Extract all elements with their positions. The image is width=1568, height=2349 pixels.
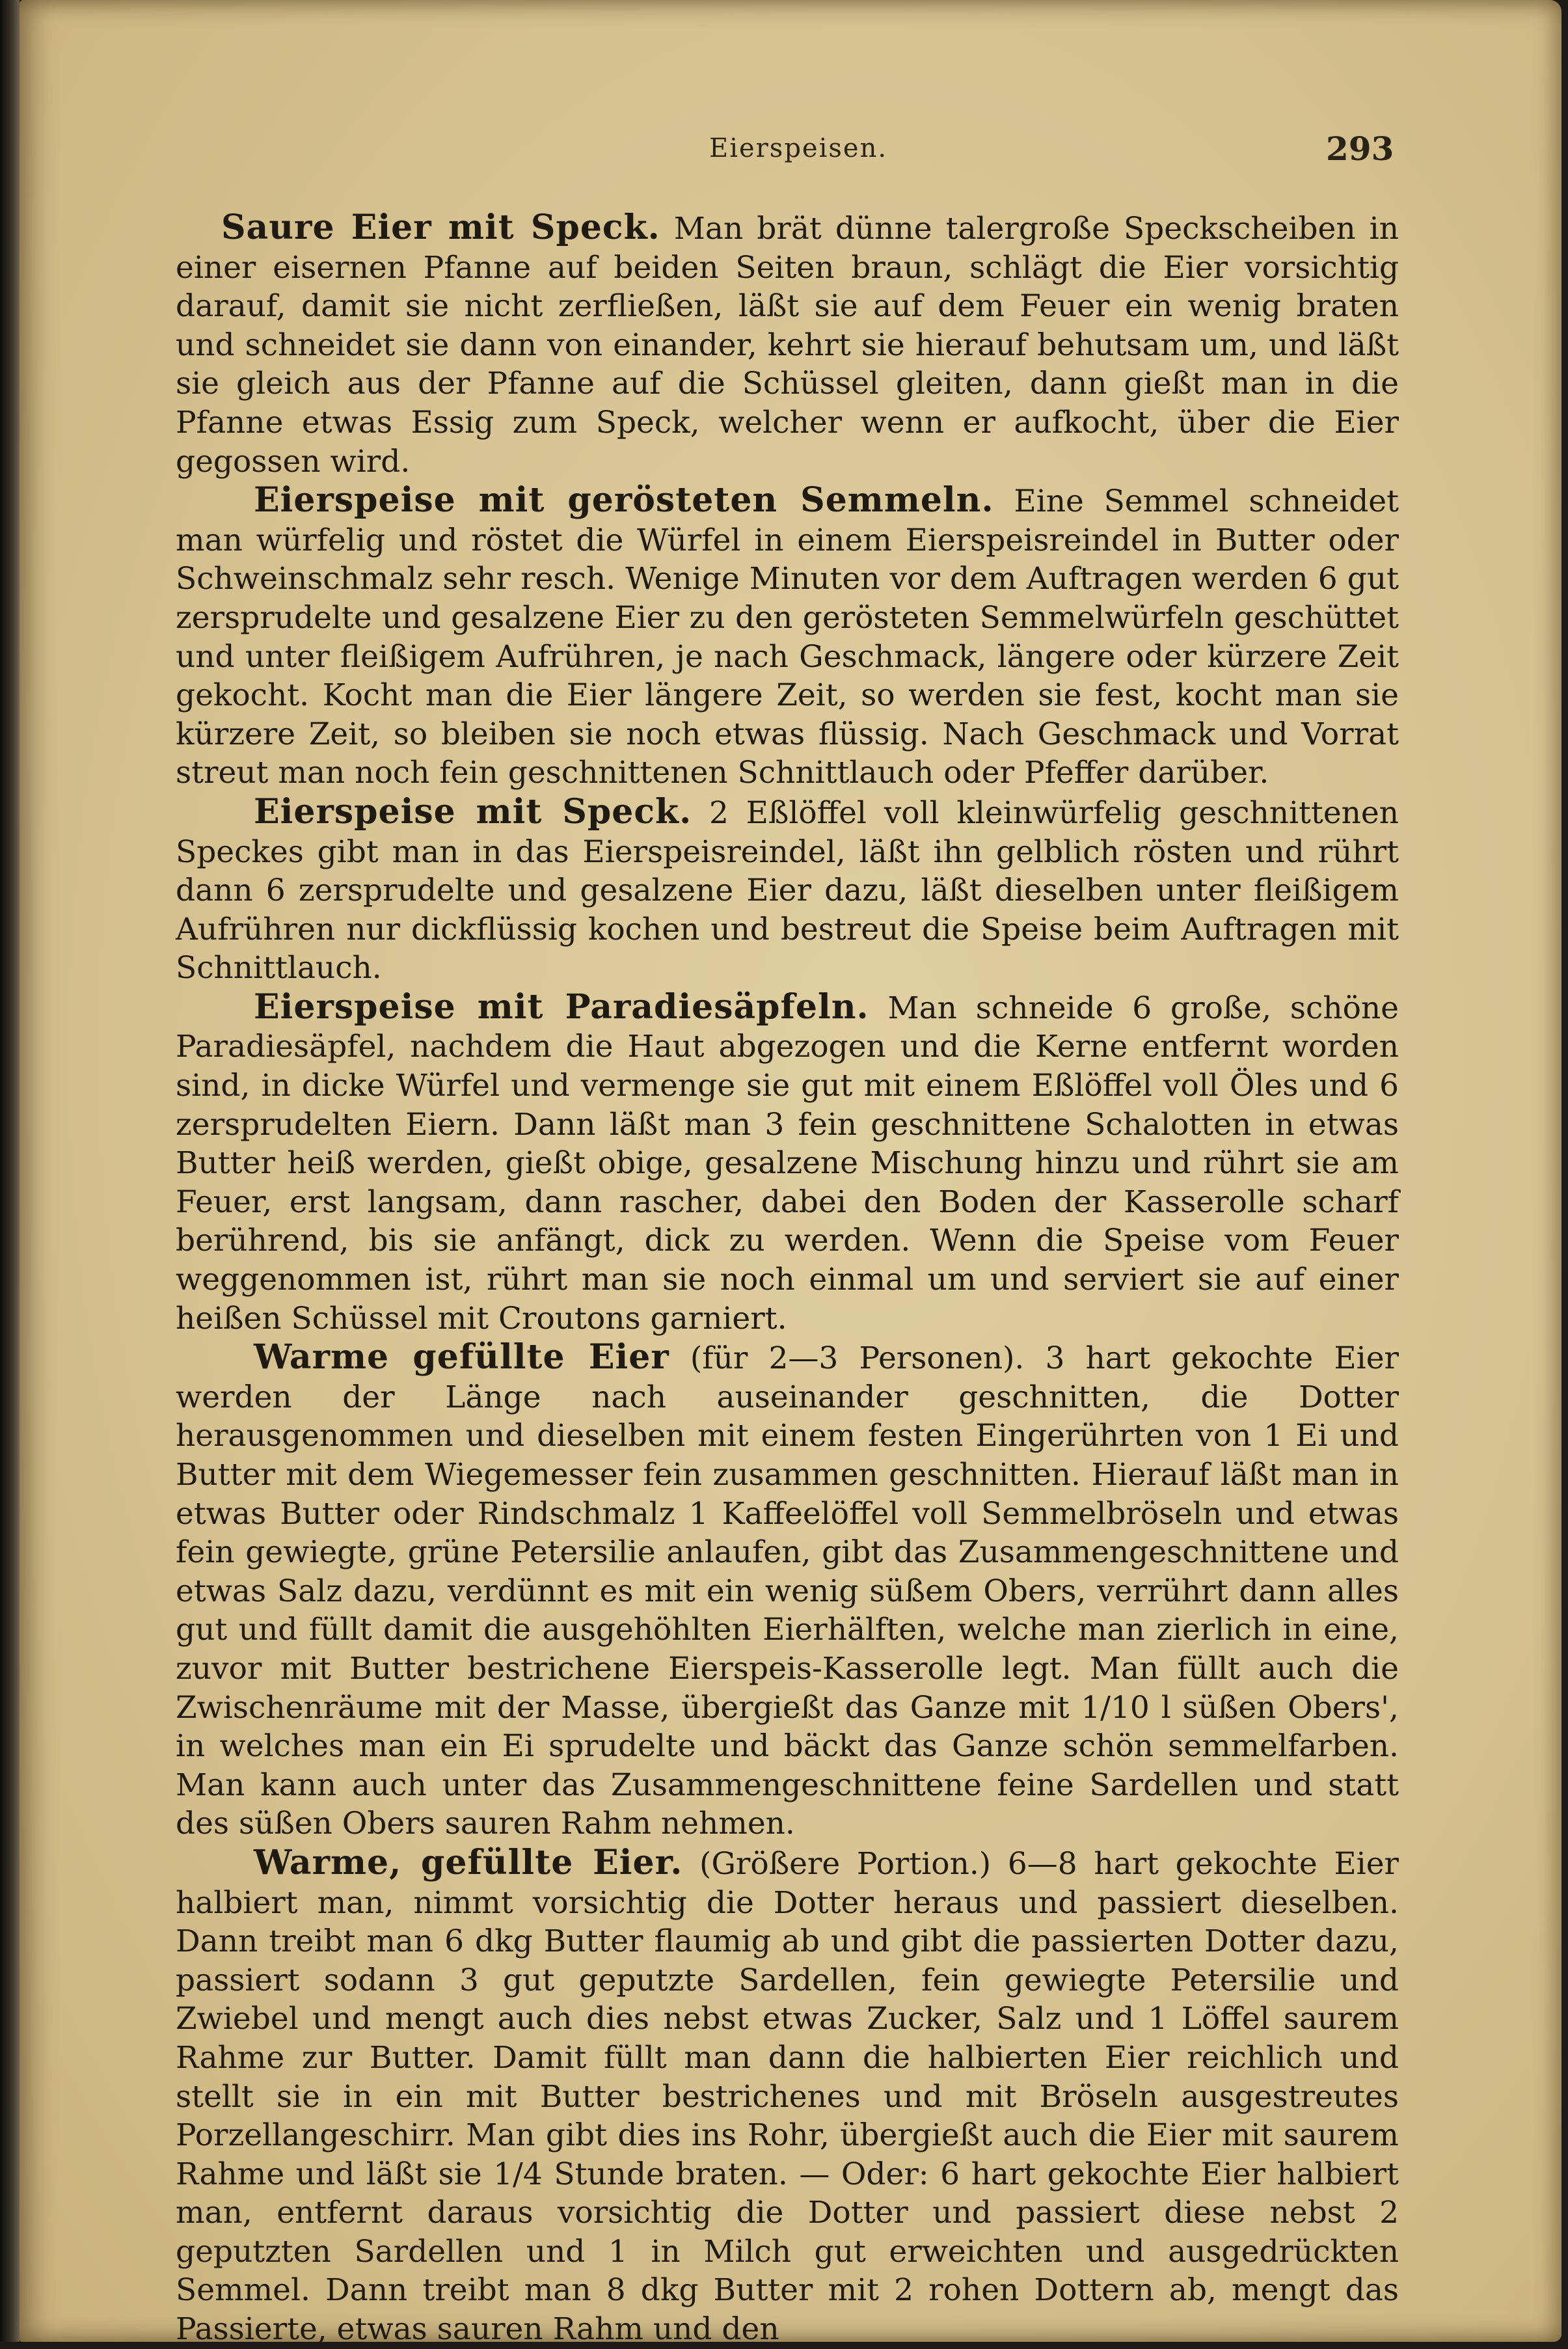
recipe-title: Eierspeise mit gerösteten Semmeln.	[254, 480, 994, 521]
book-spine	[0, 0, 20, 2342]
recipe-title: Eierspeise mit Paradiesäpfeln.	[254, 986, 869, 1027]
recipe-text: (für 2—3 Personen). 3 hart gekochte Eier werden der Länge nach auseinander geschnitten, die Dotter herausgenommen und dieselben mit einem festen Eingerührten von 1 Ei und Butter mit dem Wiegemesser fein zusammen geschnitten. Hierauf läßt man in etwas Butter oder Rindschmalz 1 Kaffeelöffel voll Semmelbröseln und etwas fein gewiegte, grüne Petersilie anlaufen, gibt das Zusammengeschnittene und etwas Salz dazu, verdünnt es mit ein wenig süßem Obers, verrührt dann alles gut und füllt damit die ausgehöhlten Eierhälften, welche man zierlich in eine, zuvor mit Butter bestrichene Eierspeis-Kasserolle legt. Man füllt auch die Zwischenräume mit der Masse, übergießt das Ganze mit 1/10 l süßen Obers', in welches man ein Ei sprudelte und bäckt das Ganze schön semmelfarben. Man kann auch unter das Zusammengeschnittene feine Sardellen und statt des süßen Obers sauren Rahm nehmen.	[176, 1340, 1399, 1842]
page-header	[20, 129, 1561, 179]
recipe-text: Man brät dünne talergroße Speckscheiben in einer eisernen Pfanne auf beiden Seiten braun, schlägt die Eier vorsichtig darauf, damit sie nicht zerfließen, läßt sie auf dem Feuer ein wenig braten und schneidet sie dann von einander, kehrt sie hierauf behutsam um, und läßt sie gleich aus der Pfanne auf die Schüssel gleiten, dann gießt man in die Pfanne etwas Essig zum Speck, welcher wenn er aufkocht, über die Eier gegossen wird.	[176, 211, 1399, 480]
recipe-title: Saure Eier mit Speck.	[221, 208, 660, 247]
page-body	[176, 208, 1399, 2349]
recipe-warme-gefuellte-eier-gross	[176, 1843, 1399, 2349]
book-page	[20, 0, 1561, 2348]
recipe-geroestete-semmeln	[176, 481, 1399, 793]
recipe-text: Man schneide 6 große, schöne Paradiesäpfel, nachdem die Haut abgezogen und die Kerne entfernt worden sind, in dicke Würfel und vermenge sie gut mit einem Eßlöffel voll Öles und 6 zersprudelten Eiern. Dann läßt man 3 fein geschnittene Schalotten in etwas Butter heiß werden, gießt obige, gesalzene Mischung hinzu und rührt sie am Feuer, erst langsam, dann rascher, dabei den Boden der Kasserolle scharf berührend, bis sie anfängt, dick zu werden. Wenn die Speise vom Feuer weggenommen ist, rührt man sie noch einmal um und serviert sie auf einer heißen Schüssel mit Croutons garniert.	[176, 990, 1399, 1337]
recipe-text: (Größere Portion.) 6—8 hart gekochte Eier halbiert man, nimmt vorsichtig die Dotter heraus und passiert dieselben. Dann treibt man 6 dkg Butter flaumig ab und gibt die passierten Dotter dazu, passiert sodann 3 gut geputzte Sardellen, fein gewiegte Petersilie und Zwiebel und mengt auch dies nebst etwas Zucker, Salz und 1 Löffel saurem Rahme zur Butter. Damit füllt man dann die halbierten Eier reichlich und stellt sie in ein mit Butter bestrichenes und mit Bröseln ausgestreutes Porzellangeschirr. Man gibt dies ins Rohr, übergießt auch die Eier mit saurem Rahme und läßt sie 1/4 Stunde braten. — Oder: 6 hart gekochte Eier halbiert man, entfernt daraus vorsichtig die Dotter und passiert diese nebst 2 geputzten Sardellen und 1 in Milch gut erweichten und ausgedrückten Semmel. Dann treibt man 8 dkg Butter mit 2 rohen Dottern ab, mengt das Passierte, etwas sauren Rahm und den	[176, 1845, 1399, 2348]
recipe-warme-gefuellte-eier	[176, 1338, 1399, 1843]
recipe-paradiesaepfel	[176, 988, 1399, 1338]
recipe-saure-eier	[176, 208, 1399, 481]
running-title: Eierspeisen.	[709, 133, 888, 163]
recipe-title: Warme, gefüllte Eier.	[254, 1842, 683, 1882]
recipe-text: Eine Semmel schneidet man würfelig und röstet die Würfel in einem Eierspeisreindel in Butter oder Schweinschmalz sehr resch. Wenige Minuten vor dem Auftragen werden 6 gut zersprudelte und gesalzene Eier zu den gerösteten Semmelwürfeln geschüttet und unter fleißigem Aufrühren, je nach Geschmack, längere oder kürzere Zeit gekocht. Kocht man die Eier längere Zeit, so werden sie fest, kocht man sie kürzere Zeit, so bleiben sie noch etwas flüssig. Nach Geschmack und Vorrat streut man noch fein geschnittenen Schnittlauch oder Pfeffer darüber.	[176, 483, 1399, 791]
recipe-text: 2 Eßlöffel voll kleinwürfelig geschnittenen Speckes gibt man in das Eierspeisreindel, läßt ihn gelblich rösten und rührt dann 6 zersprudelte und gesalzene Eier dazu, läßt dieselben unter fleißigem Aufrühren nur dickflüssig kochen und bestreut die Speise beim Auftragen mit Schnittlauch.	[176, 794, 1399, 986]
recipe-title: Warme gefüllte Eier	[254, 1337, 669, 1378]
recipe-title: Eierspeise mit Speck.	[254, 791, 692, 832]
page-number: 293	[1326, 129, 1394, 168]
recipe-speck	[176, 793, 1399, 988]
